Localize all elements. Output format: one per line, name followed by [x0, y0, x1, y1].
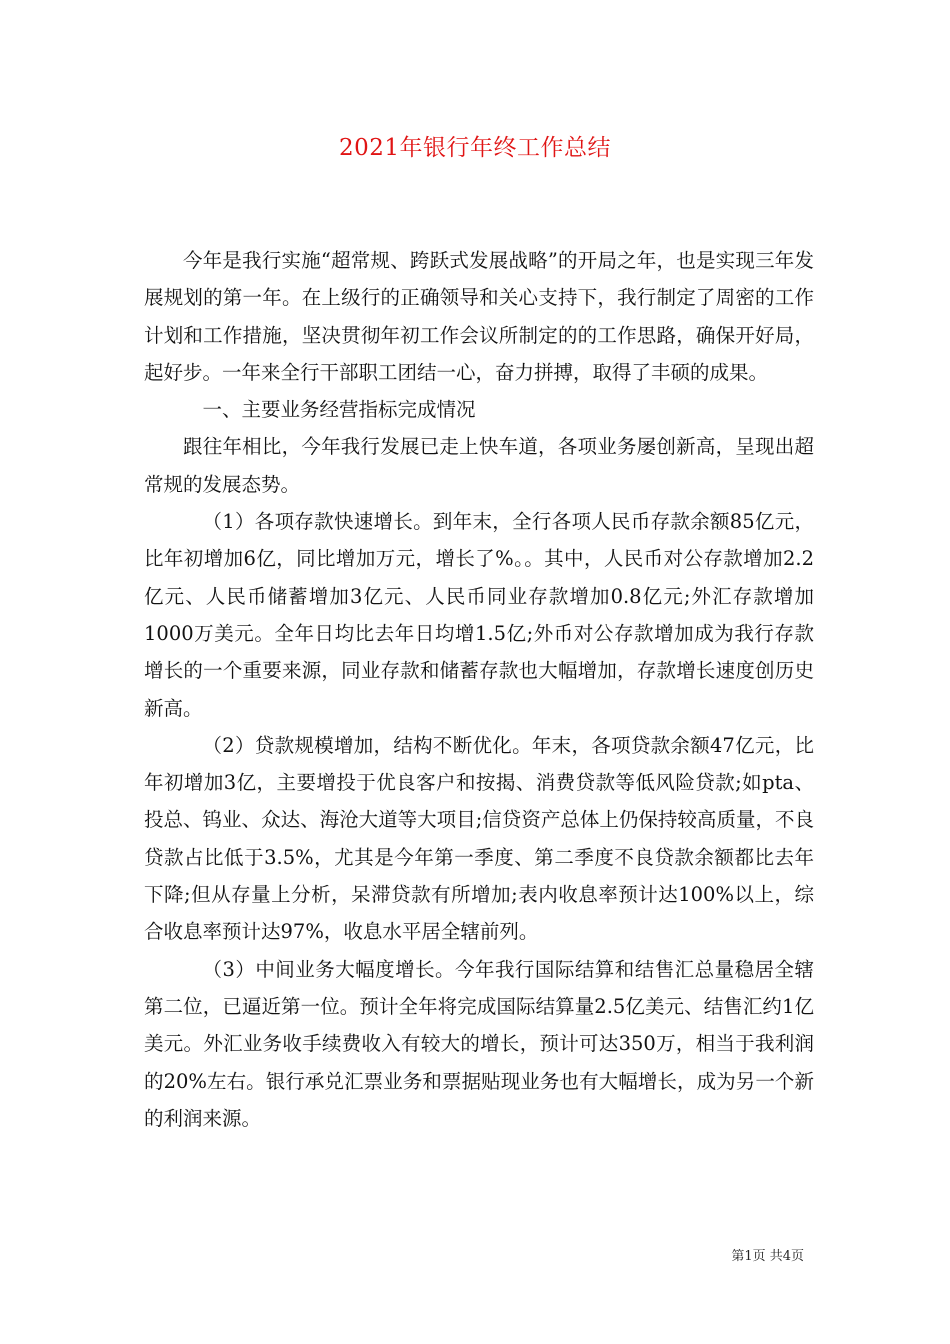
intermediate-business-paragraph: （3）中间业务大幅度增长。今年我行国际结算和结售汇总量稳居全辖第二位，已逼近第一位。预计全年将完成国际结算量2.5亿美元、结售汇约1亿美元。外汇业务收手续费收入有较大的增长，预计可达350万，相当于我利润的20%左右。银行承兑汇票业务和票据贴现业务也有大幅增长，成为另一个新的利润来源。: [144, 957, 814, 1130]
loans-paragraph: （2）贷款规模增加，结构不断优化。年末，各项贷款余额47亿元，比年初增加3亿，主要增投于优良客户和按揭、消费贷款等低风险贷款;如pta、投总、钨业、众达、海沧大道等大项目;信贷资产总体上仍保持较高质量，不良贷款占比低于3.5%，尤其是今年第一季度、第二季度不良贷款余额都比去年下降;但从存量上分析，呆滞贷款有所增加;表内收息率预计达100%以上，综合收息率预计达97%，收息水平居全辖前列。: [144, 733, 814, 944]
deposits-paragraph: （1）各项存款快速增长。到年末，全行各项人民币存款余额85亿元，比年初增加6亿，同比增加万元，增长了%。。其中，人民币对公存款增加2.2亿元、人民币储蓄增加3亿元、人民币同业存款增加0.8亿元;外汇存款增加1000万美元。全年日均比去年日均增1.5亿;外币对公存款增加成为我行存款增长的一个重要来源，同业存款和储蓄存款也大幅增加，存款增长速度创历史新高。: [144, 510, 814, 720]
page-indicator: 第1页 共4页: [731, 1249, 804, 1264]
document-title: 2021年银行年终工作总结: [338, 135, 612, 161]
document-body: [144, 242, 814, 1137]
section-intro-paragraph: 跟往年相比，今年我行发展已走上快车道，各项业务屡创新高，呈现出超常规的发展态势。: [144, 435, 814, 496]
intro-paragraph: 今年是我行实施“超常规、跨跃式发展战略”的开局之年，也是实现三年发展规划的第一年。在上级行的正确领导和关心支持下，我行制定了周密的工作计划和工作措施，坚决贯彻年初工作会议所制定的的工作思路，确保开好局，起好步。一年来全行干部职工团结一心，奋力拼搏，取得了丰硕的成果。: [144, 249, 814, 384]
section-heading: 一、主要业务经营指标完成情况: [202, 398, 476, 422]
